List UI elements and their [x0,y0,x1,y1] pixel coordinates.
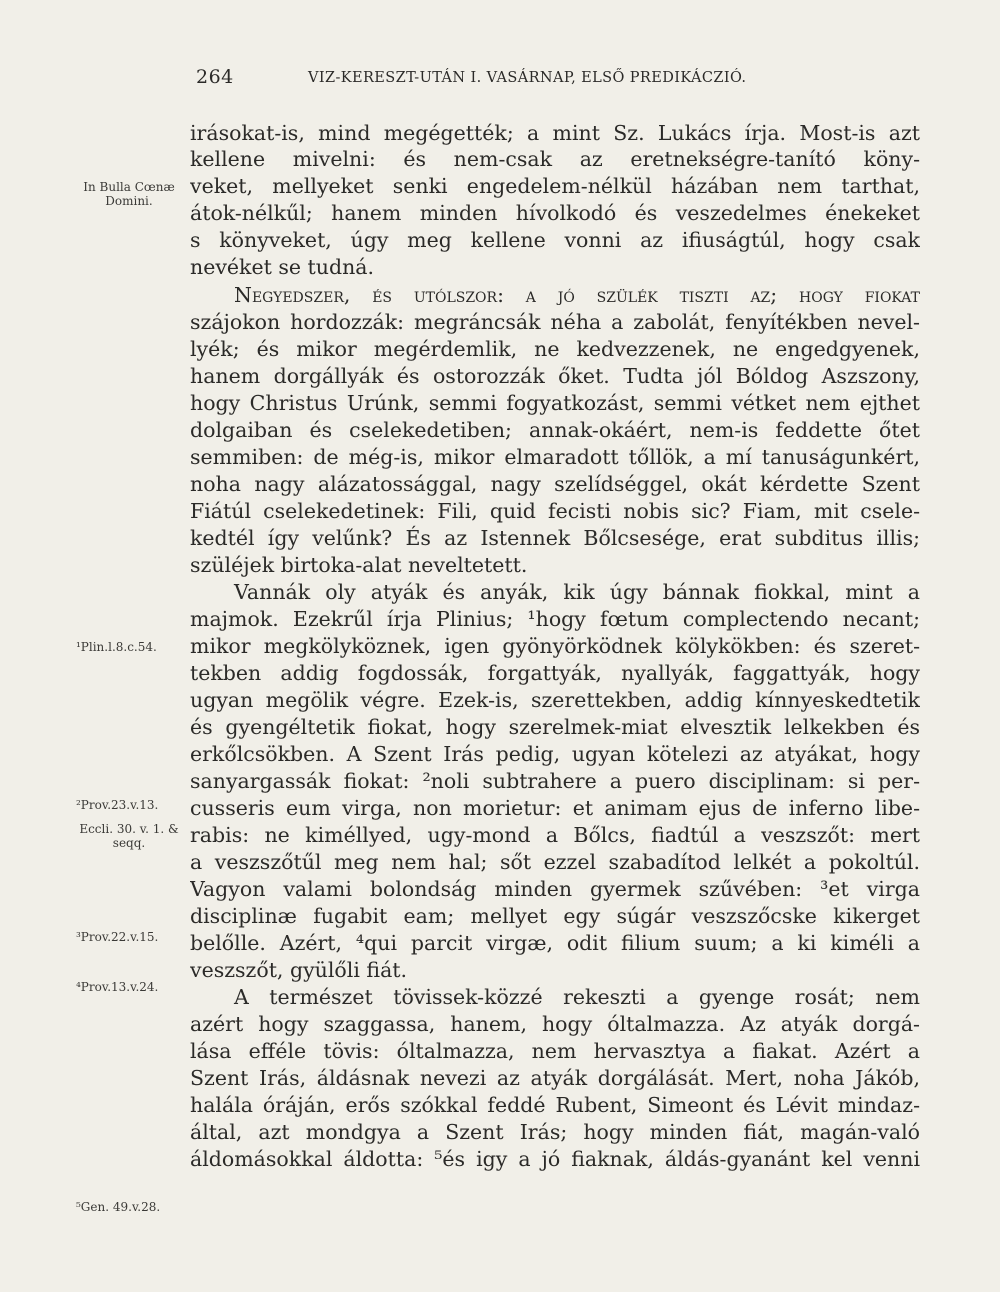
text-line: kedtél így velűnk? És az Istennek Bőlcsesége, erat subditus illis; [190,526,920,550]
text-line: s könyveket, úgy meg kellene vonni az ifiuságtúl, hogy csak [190,228,920,252]
text-line: által, azt mondgya a Szent Irás; hogy minden fiát, magán-való [190,1120,920,1144]
text-line: és gyengéltetik fiokat, hogy szerelmek-miat elvesztik lelkekben és [190,715,920,739]
text-line: Fiátúl cselekedetinek: Fili, quid fecisti nobis sic? Fiam, mit csele- [190,499,920,523]
running-head: VIZ-KERESZT-UTÁN I. VASÁRNAP, ELSŐ PREDIKÁCZIÓ. [308,70,747,86]
margin-note-gen: ⁵Gen. 49.v.28. [76,1200,161,1214]
margin-note-prov22: ³Prov.22.v.15. [76,930,159,944]
text-line: hanem dorgállyák és ostorozzák őket. Tudta jól Bóldog Aszszony, [190,364,920,388]
text-line: sanyargassák fiokat: ²noli subtrahere a puero disciplinam: si per- [190,769,920,793]
text-line: majmok. Ezekrűl írja Plinius; ¹hogy fœtum complectendo necant; [190,607,920,631]
text-line: semmiben: de még-is, mikor elmaradott tőllök, a mí tanuságunkért, [190,445,920,469]
text-line: azért hogy szaggassa, hanem, hogy óltalmazza. Az atyák dorgá- [190,1012,920,1036]
text-line: Vannák oly atyák és anyák, kik úgy bánnak fiokkal, mint a [234,580,920,604]
text-line: lyék; és mikor megérdemlik, ne kedvezzenek, ne engedgyenek, [190,337,920,361]
text-line: lása efféle tövis: óltalmazza, nem hervasztya a fiakat. Azért a [190,1039,920,1063]
text-line: ugyan megölik végre. Ezek-is, szerettekben, addig kínnyeskedtetik [190,688,920,712]
text-line: Negyedszer, és utólszor: a jó szülék tiszti az; hogy fiokat [234,283,920,307]
margin-note-prov13: ⁴Prov.13.v.24. [76,980,159,994]
text-line: tekben addig fogdossák, forgattyák, nyallyák, faggattyák, hogy [190,661,920,685]
text-line: mikor megkölyköznek, igen gyönyörködnek kölykökben: és szeret- [190,634,920,658]
text-line: noha nagy alázatossággal, nagy szelídséggel, okát kérdette Szent [190,472,920,496]
text-line: rabis: ne kiméllyed, ugy-mond a Bőlcs, fiadtúl a veszszőt: mert [190,823,920,847]
text-line: nevéket se tudná. [190,255,375,279]
text-line: szüléjek birtoka-alat neveltetett. [190,553,528,577]
text-line: veszszőt, gyülőli fiát. [190,958,408,982]
text-line: szájokon hordozzák: megráncsák néha a zabolát, fenyítékben nevel- [190,310,920,334]
margin-note-plin: ¹Plin.l.8.c.54. [76,640,157,654]
text-line: erkőlcsökben. A Szent Irás pedig, ugyan kötelezi az atyákat, hogy [190,742,920,766]
text-line: irásokat-is, mind megégették; a mint Sz. Lukács írja. Most-is azt [190,121,920,145]
text-line: disciplinæ fugabit eam; mellyet egy súgár veszszőcske kikerget [190,904,920,928]
text-line: belőlle. Azért, ⁴qui parcit virgæ, odit filium suum; a ki kiméli a [190,931,920,955]
text-line: veket, mellyeket senki engedelem-nélkül házában nem tarthat, [190,174,920,198]
text-line: kellene mivelni: és nem-csak az eretnekségre-tanító köny- [190,147,920,171]
page-number: 264 [196,66,234,88]
text-line: dolgaiban és cselekedetiben; annak-okáért, nem-is feddette őtet [190,418,920,442]
margin-note-eccli: Eccli. 30. v. 1. & seqq. [79,822,179,850]
margin-note-bulla: In Bulla Cœnæ Domini. [83,180,175,208]
text-line: halála óráján, erős szókkal feddé Rubent, Simeont és Lévit mindaz- [190,1093,920,1117]
page-header [196,66,918,100]
margin-note-prov23: ²Prov.23.v.13. [76,798,159,812]
text-line: a veszszőtűl meg nem hal; sőt ezzel szabadítod lelkét a pokoltúl. [190,850,920,874]
text-line: A természet tövissek-közzé rekeszti a gyenge rosát; nem [234,985,920,1009]
text-line: Vagyon valami bolondság minden gyermek szűvében: ³et virga [190,877,920,901]
text-line: hogy Christus Urúnk, semmi fogyatkozást, semmi vétket nem ejthet [190,391,920,415]
text-line: cusseris eum virga, non morietur: et animam ejus de inferno libe- [190,796,920,820]
text-line: Szent Irás, áldásnak nevezi az atyák dorgálását. Mert, noha Jákób, [190,1066,920,1090]
text-line: áldomásokkal áldotta: ⁵és igy a jó fiaknak, áldás-gyanánt kel venni [190,1147,920,1171]
text-line: átok-nélkűl; hanem minden hívolkodó és veszedelmes énekeket [190,201,920,225]
